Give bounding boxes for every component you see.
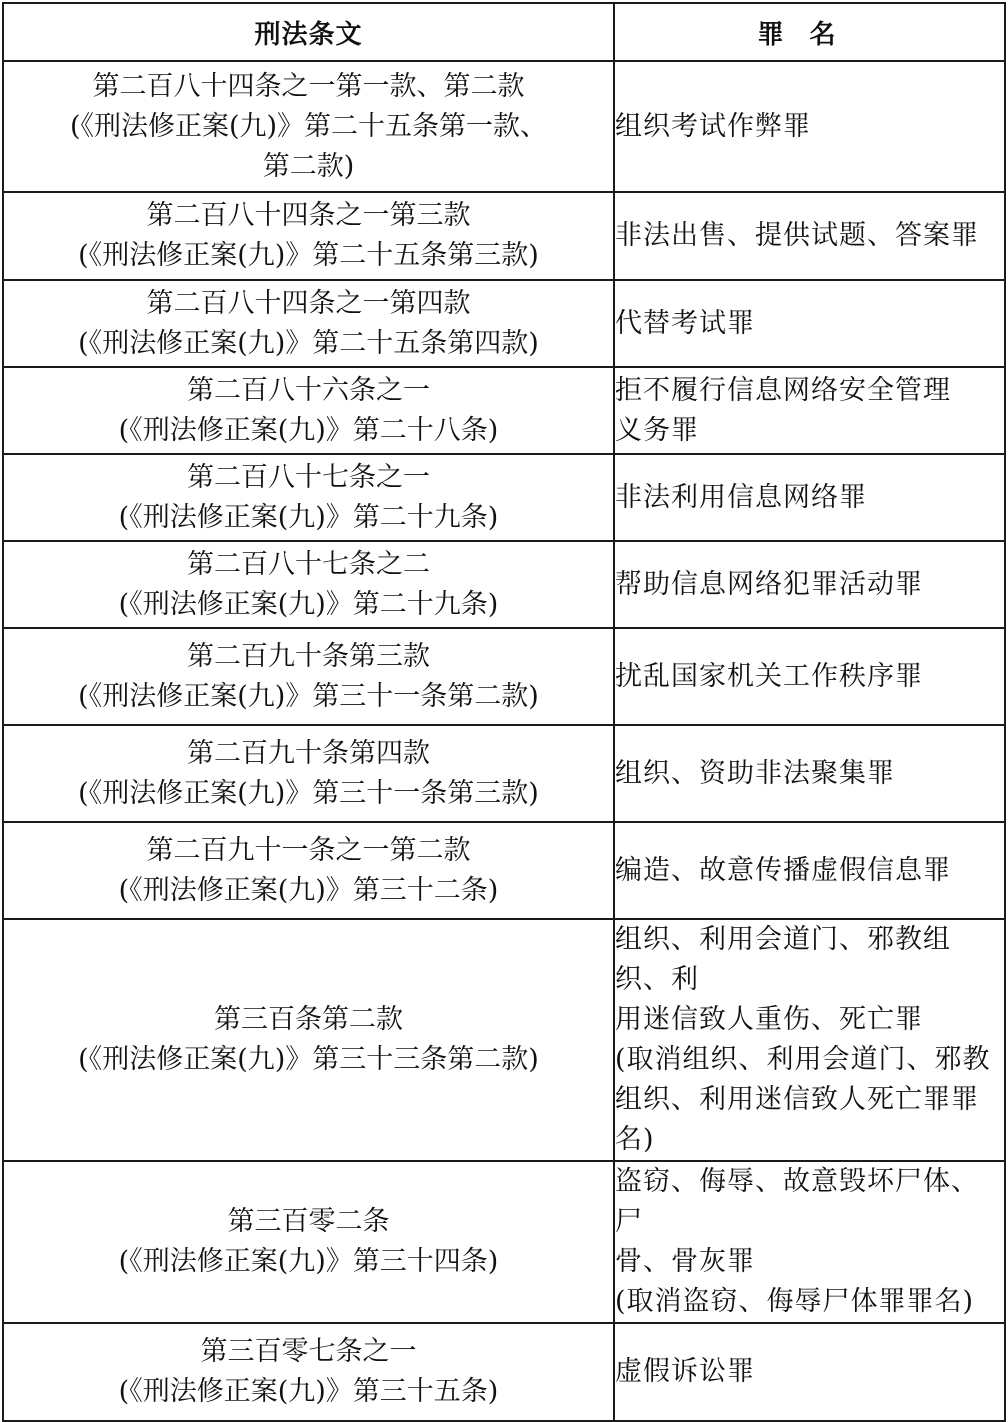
- article-line: (《刑法修正案(九)》第三十一条第二款): [78, 680, 539, 712]
- table-row: [3, 1323, 1005, 1421]
- table-body: [3, 61, 1005, 1421]
- crime-cell: [614, 192, 1005, 280]
- article-line: 第三百条第二款: [214, 1004, 403, 1035]
- article-cell: [3, 822, 614, 919]
- article-line: 第二百八十四条之一第三款: [146, 200, 471, 231]
- table-row: [3, 1161, 1005, 1323]
- article-line: (《刑法修正案(九)》第二十五条第三款): [78, 240, 539, 271]
- table-row: [3, 919, 1005, 1161]
- table-row: [3, 541, 1005, 628]
- article-line: 第三百零七条之一: [200, 1336, 417, 1367]
- crime-cell: [614, 280, 1005, 367]
- article-line: (《刑法修正案(九)》第三十五条): [118, 1376, 499, 1407]
- article-cell: [3, 280, 614, 367]
- article-line: 第二百九十条第三款: [187, 640, 430, 672]
- crime-line: 帮助信息网络犯罪活动罪: [615, 568, 923, 600]
- crime-line: 非法出售、提供试题、答案罪: [615, 220, 979, 251]
- crime-line: 骨、骨灰罪: [615, 1246, 755, 1277]
- article-cell: [3, 1323, 614, 1421]
- crime-line: (取消盗窃、侮辱尸体罪罪名): [615, 1286, 975, 1317]
- crime-line: 代替考试罪: [615, 307, 755, 339]
- article-line: (《刑法修正案(九)》第二十五条第一款、: [69, 110, 548, 142]
- article-line: (《刑法修正案(九)》第二十五条第四款): [78, 327, 539, 359]
- table-row: [3, 454, 1005, 541]
- table-row: [3, 192, 1005, 280]
- crime-line: 非法利用信息网络罪: [615, 481, 867, 513]
- crime-cell: [614, 1161, 1005, 1323]
- crime-cell: [614, 61, 1005, 192]
- crime-cell: [614, 919, 1005, 1161]
- crime-line: 拒不履行信息网络安全管理: [615, 374, 951, 406]
- crime-line: 义务罪: [615, 414, 699, 446]
- crime-cell: [614, 454, 1005, 541]
- article-cell: [3, 919, 614, 1161]
- article-line: 第二百八十六条之一: [187, 374, 430, 406]
- crime-cell: [614, 725, 1005, 822]
- article-line: 第三百零二条: [227, 1206, 390, 1237]
- crime-cell: [614, 628, 1005, 725]
- article-line: (《刑法修正案(九)》第二十九条): [118, 588, 499, 620]
- crime-line: 组织、资助非法聚集罪: [615, 757, 895, 789]
- crime-line: 编造、故意传播虚假信息罪: [615, 854, 951, 886]
- article-line: (《刑法修正案(九)》第三十一条第三款): [78, 777, 539, 809]
- article-cell: [3, 454, 614, 541]
- article-cell: [3, 367, 614, 454]
- crime-line: 用迷信致人重伤、死亡罪: [615, 1004, 923, 1035]
- article-cell: [3, 628, 614, 725]
- table-header-row: [3, 3, 1005, 61]
- table-row: [3, 367, 1005, 454]
- crime-cell: [614, 541, 1005, 628]
- article-line: 第二百九十条第四款: [187, 737, 430, 769]
- article-line: (《刑法修正案(九)》第三十四条): [118, 1246, 499, 1277]
- table-row: [3, 61, 1005, 192]
- table-row: [3, 628, 1005, 725]
- crime-line: 名): [615, 1124, 655, 1155]
- article-line: (《刑法修正案(九)》第三十三条第二款): [78, 1044, 539, 1075]
- table-row: [3, 822, 1005, 919]
- crime-line: 组织考试作弊罪: [615, 110, 811, 142]
- crime-cell: [614, 1323, 1005, 1421]
- table-row: [3, 280, 1005, 367]
- article-line: 第二百九十一条之一第二款: [146, 834, 471, 866]
- crime-cell: [614, 822, 1005, 919]
- article-line: 第二百八十七条之二: [187, 548, 430, 580]
- article-line: 第二款): [262, 150, 355, 182]
- crime-cell: [614, 367, 1005, 454]
- article-cell: [3, 192, 614, 280]
- crime-line: (取消组织、利用会道门、邪教: [615, 1044, 991, 1075]
- article-line: (《刑法修正案(九)》第二十九条): [118, 501, 499, 533]
- article-cell: [3, 61, 614, 192]
- article-cell: [3, 725, 614, 822]
- article-cell: [3, 541, 614, 628]
- header-crime: 罪名: [614, 3, 1005, 61]
- crime-line: 组织、利用会道门、邪教组织、利: [615, 924, 951, 995]
- article-line: (《刑法修正案(九)》第二十八条): [118, 414, 499, 446]
- law-crime-table: [2, 2, 1006, 1422]
- article-line: 第二百八十四条之一第四款: [146, 287, 471, 319]
- article-line: 第二百八十七条之一: [187, 461, 430, 493]
- article-line: 第二百八十四条之一第一款、第二款: [92, 70, 525, 102]
- article-line: (《刑法修正案(九)》第三十二条): [118, 874, 499, 906]
- crime-line: 盗窃、侮辱、故意毁坏尸体、尸: [615, 1166, 979, 1237]
- crime-line: 组织、利用迷信致人死亡罪罪: [615, 1084, 979, 1115]
- crime-line: 扰乱国家机关工作秩序罪: [615, 660, 923, 692]
- header-article: 刑法条文: [3, 3, 614, 61]
- table-row: [3, 725, 1005, 822]
- crime-line: 虚假诉讼罪: [615, 1356, 755, 1387]
- article-cell: [3, 1161, 614, 1323]
